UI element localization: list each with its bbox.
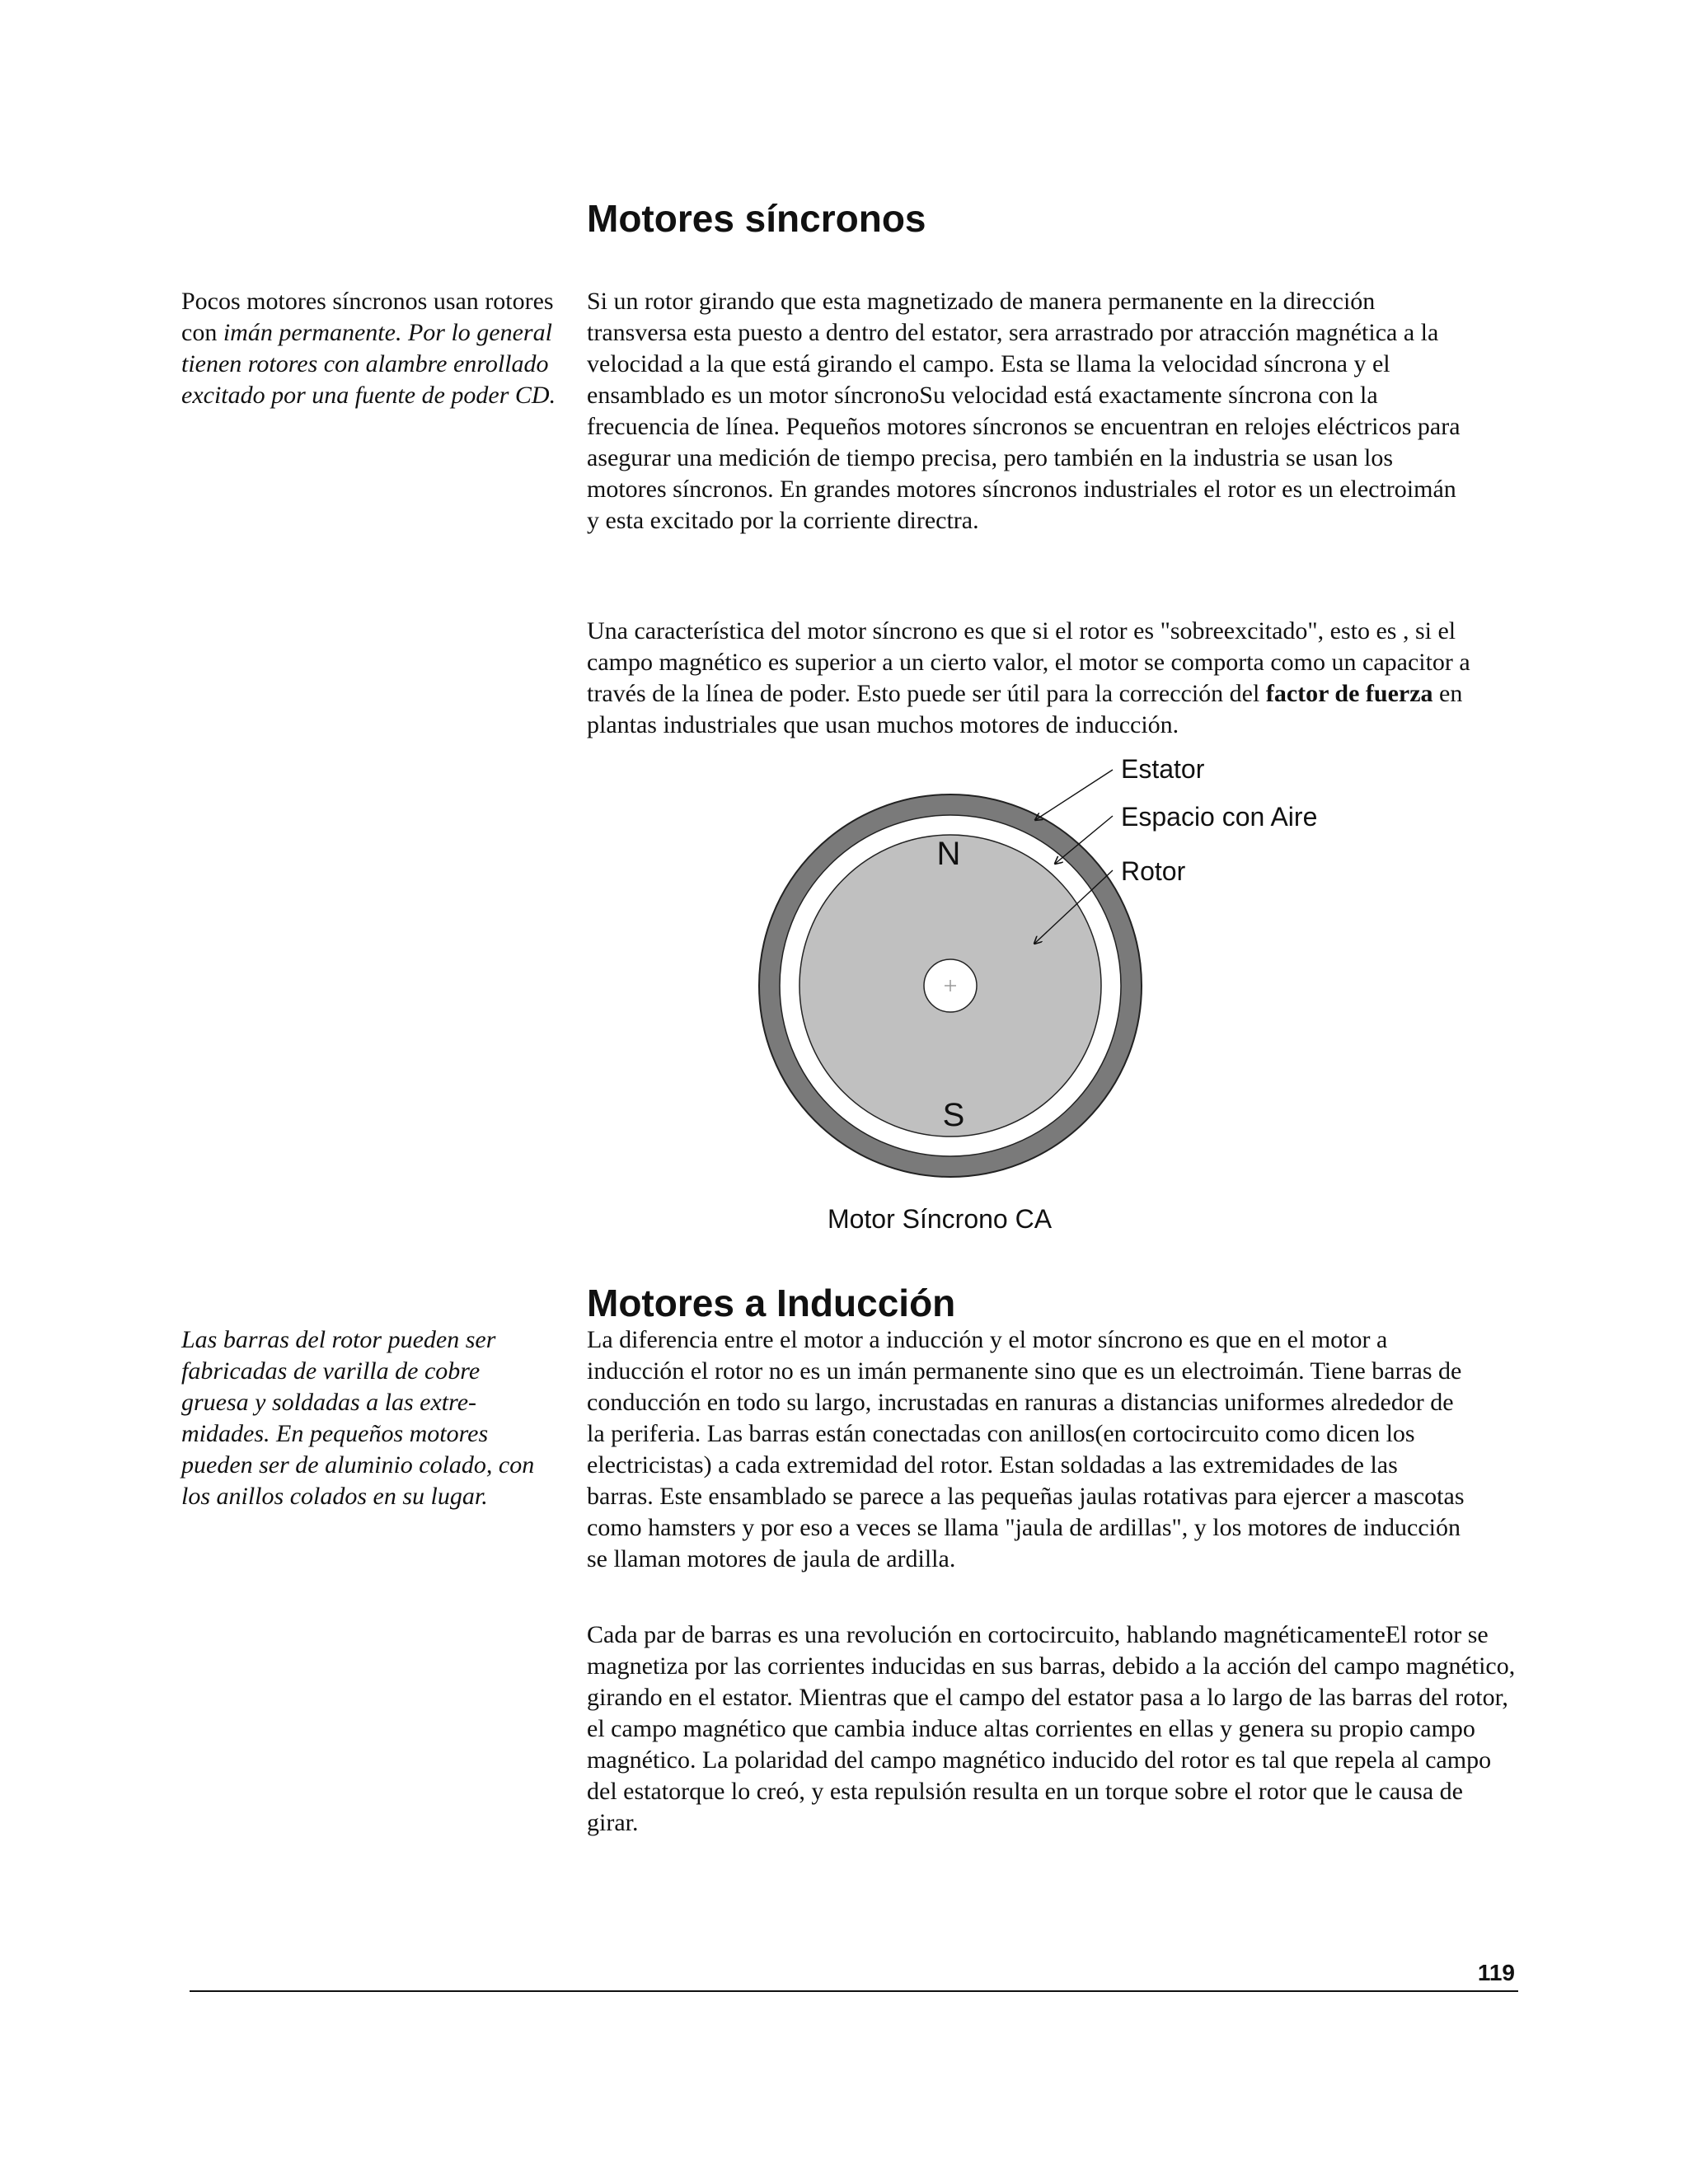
sidenote-synchronous-plain: Pocos motores síncronos usan rotores con — [181, 288, 554, 346]
power-factor-term: factor de fuerza — [1265, 680, 1433, 707]
sidenote-synchronous-italic: imán permanente. Por lo general tienen rotores con alambre enrollado excitado por una fuente de poder CD. — [181, 319, 556, 409]
induction-paragraph-1: La diferencia entre el motor a inducción y el motor síncrono es que en el motor a inducción el rotor no es un imán permanente sino que es un electroimán. Tiene barras de conducción en todo su largo, incrustadas en ranuras a distancias uniformes alrededor de la periferia. Las barras están conectadas con anillos(en cortocircuito como dicen los electricistas) a cada extremidad del rotor. Estan soldadas a las extremidades de las barras. Este ensamblado se parece a las pequeñas jaulas rotativas para ejercer a mascotas como hamsters y por eso a veces se llama "jaula de ardillas", y los motores de inducción se llaman motores de jaula de ardilla. — [587, 1326, 1465, 1572]
footer-rule — [190, 1990, 1518, 1992]
rotor-label: Rotor — [1121, 856, 1186, 886]
synchronous-paragraph-2-end: en plantas industriales que usan muchos motores de inducción. — [587, 680, 1463, 738]
north-pole-label: N — [936, 836, 961, 872]
figure-caption: Motor Síncrono CA — [827, 1204, 1053, 1234]
stator-label: Estator — [1121, 754, 1205, 784]
south-pole-label: S — [942, 1097, 965, 1133]
synchronous-paragraph-1: Si un rotor girando que esta magnetizado de manera permanente en la dirección transversa esta puesto a dentro del estator, sera arrastrado por atracción magnética a la velocidad a la que está girando el campo. Esta se llama la velocidad síncrona y el ensamblado es un motor síncronoSu velocidad está exactamente síncrona con la frecuencia de línea. Pequeños motores síncronos se encuentran en relojes eléctricos para asegurar una medición de tiempo precisa, pero también en la industria se usan los motores síncronos. En grandes motores síncronos industriales el rotor es un electroimán y esta excitado por la corriente directra. — [587, 288, 1461, 534]
sidenote-induction: Las barras del rotor pueden ser fabricadas de varilla de cobre gruesa y soldadas a las extre-midades. En pequeños motores pueden ser de aluminio colado, con los anillos colados en su lugar. — [181, 1326, 535, 1510]
section-title-induction-motors: Motores a Inducción — [587, 1282, 956, 1324]
section-title-synchronous-motors: Motores síncronos — [587, 197, 926, 240]
synchronous-paragraph-2-start: Una característica del motor síncrono es que si el rotor es "sobreexcitado", esto es , si el campo magnético es superior a un cierto valor, el motor se comporta como un capacitor a través de la línea de poder. Esto puede ser útil para la corrección del — [587, 617, 1470, 707]
synchronous-motor-diagram — [725, 750, 1368, 1244]
synchronous-paragraph-2 — [587, 616, 1510, 741]
page-number: 119 — [1477, 1960, 1515, 1985]
induction-paragraph-2: Cada par de barras es una revolución en cortocircuito, hablando magnéticamenteEl rotor se magnetiza por las corrientes inducidas en sus barras, debido a la acción del campo magnético, girando en el estator. Mientras que el campo del estator pasa a lo largo de las barras del rotor, el campo magnético que cambia induce altas corrientes en ellas y genera su propio campo magnético. La polaridad del campo magnético inducido del rotor es tal que repela al campo del estatorque lo creó, y esta repulsión resulta en un torque sobre el rotor que le causa de girar. — [587, 1621, 1516, 1836]
sidenote-synchronous — [181, 286, 560, 411]
air-gap-label: Espacio con Aire — [1121, 802, 1318, 832]
stator-leader — [1035, 770, 1113, 820]
